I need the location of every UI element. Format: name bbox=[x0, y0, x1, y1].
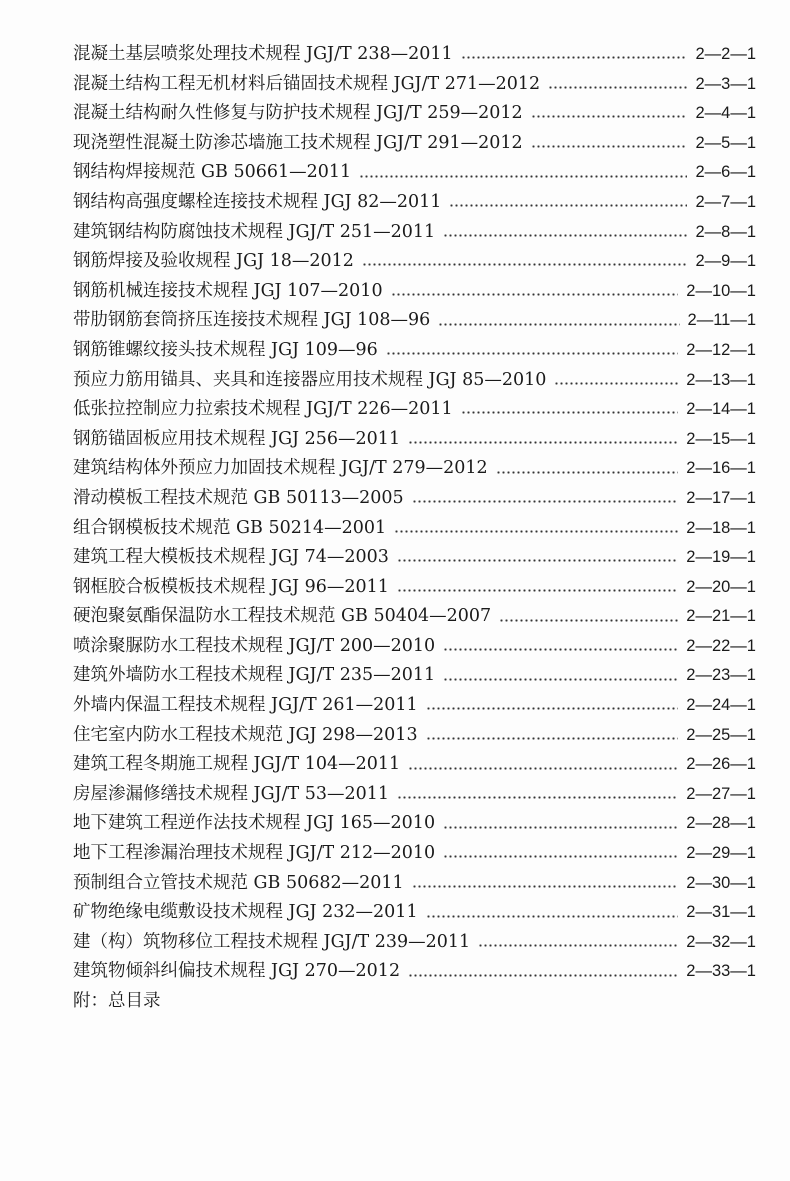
dot-leader bbox=[397, 589, 678, 592]
toc-entry[interactable] bbox=[73, 661, 756, 691]
toc-entry[interactable] bbox=[73, 780, 756, 810]
toc-entry-page-number: 2—12—1 bbox=[686, 340, 756, 359]
dot-leader bbox=[408, 974, 678, 977]
dot-leader bbox=[397, 559, 678, 562]
dot-leader bbox=[548, 86, 687, 89]
toc-entry-title: 建（构）筑物移位工程技术规程 JGJ/T 239—2011 bbox=[73, 931, 471, 952]
toc-entry-page-number: 2—9—1 bbox=[695, 252, 756, 271]
dot-leader bbox=[554, 382, 678, 385]
toc-entry-title: 混凝土基层喷浆处理技术规程 JGJ/T 238—2011 bbox=[73, 44, 453, 64]
dot-leader bbox=[461, 411, 679, 414]
toc-entry-title: 钢筋机械连接技术规程 JGJ 107—2010 bbox=[73, 280, 383, 301]
toc-entry[interactable] bbox=[73, 957, 756, 987]
dot-leader bbox=[408, 767, 678, 770]
dot-leader bbox=[443, 234, 687, 237]
dot-leader bbox=[397, 796, 678, 799]
toc-entry-page-number: 2—22—1 bbox=[686, 636, 756, 655]
toc-entry-title: 钢结构焊接规范 GB 50661—2011 bbox=[73, 162, 352, 183]
toc-entry-page-number: 2—28—1 bbox=[686, 814, 756, 833]
toc-entry-title: 现浇塑性混凝土防渗芯墙施工技术规程 JGJ/T 291—2012 bbox=[73, 132, 523, 153]
toc-entry-title: 矿物绝缘电缆敷设技术规程 JGJ 232—2011 bbox=[73, 902, 418, 923]
toc-entry-page-number: 2—27—1 bbox=[686, 784, 756, 803]
dot-leader bbox=[426, 737, 679, 740]
toc-entry[interactable] bbox=[73, 158, 756, 188]
toc-entry-title: 钢框胶合板模板技术规程 JGJ 96—2011 bbox=[73, 576, 389, 597]
toc-entry[interactable] bbox=[73, 395, 756, 425]
dot-leader bbox=[496, 471, 679, 474]
toc-entry-page-number: 2—8—1 bbox=[695, 222, 756, 241]
toc-entry[interactable] bbox=[73, 602, 756, 632]
toc-entry[interactable] bbox=[73, 306, 756, 336]
toc-entry[interactable] bbox=[73, 573, 756, 603]
dot-leader bbox=[531, 115, 688, 118]
toc-entry[interactable] bbox=[73, 898, 756, 928]
toc-entry-page-number: 2—14—1 bbox=[686, 400, 756, 419]
toc-entry-title: 建筑外墙防水工程技术规程 JGJ/T 235—2011 bbox=[73, 665, 436, 686]
table-of-contents bbox=[73, 40, 756, 1017]
toc-entry-title: 地下建筑工程逆作法技术规程 JGJ 165—2010 bbox=[73, 813, 436, 834]
toc-entry-title: 房屋渗漏修缮技术规程 JGJ/T 53—2011 bbox=[73, 783, 390, 804]
toc-entry-page-number: 2—15—1 bbox=[686, 429, 756, 448]
toc-entry[interactable] bbox=[73, 336, 756, 366]
toc-entry-page-number: 2—17—1 bbox=[686, 488, 756, 507]
dot-leader bbox=[408, 441, 678, 444]
toc-entry-page-number: 2—11—1 bbox=[687, 311, 756, 330]
dot-leader bbox=[443, 826, 678, 829]
toc-entry-title: 钢筋锥螺纹接头技术规程 JGJ 109—96 bbox=[73, 339, 378, 360]
dot-leader bbox=[449, 204, 687, 207]
toc-entry-title: 预制组合立管技术规范 GB 50682—2011 bbox=[73, 872, 404, 893]
toc-entry-title: 建筑物倾斜纠偏技术规程 JGJ 270—2012 bbox=[73, 961, 401, 982]
dot-leader bbox=[359, 175, 687, 178]
toc-entry[interactable] bbox=[73, 543, 756, 573]
toc-entry-title: 钢结构高强度螺栓连接技术规程 JGJ 82—2011 bbox=[73, 191, 442, 212]
toc-entry-page-number: 2—10—1 bbox=[686, 281, 756, 300]
toc-entry[interactable] bbox=[73, 40, 756, 70]
dot-leader bbox=[362, 263, 688, 266]
toc-entry-title: 地下工程渗漏治理技术规程 JGJ/T 212—2010 bbox=[73, 843, 436, 864]
toc-entry-title: 钢筋锚固板应用技术规程 JGJ 256—2011 bbox=[73, 428, 401, 449]
toc-entry-list bbox=[73, 40, 756, 987]
toc-entry[interactable] bbox=[73, 247, 756, 277]
dot-leader bbox=[478, 944, 678, 947]
toc-entry-page-number: 2—7—1 bbox=[695, 192, 756, 211]
toc-entry[interactable] bbox=[73, 750, 756, 780]
toc-entry[interactable] bbox=[73, 691, 756, 721]
toc-entry[interactable] bbox=[73, 218, 756, 248]
toc-entry[interactable] bbox=[73, 928, 756, 958]
toc-entry-page-number: 2—29—1 bbox=[686, 844, 756, 863]
dot-leader bbox=[531, 145, 688, 148]
toc-entry-page-number: 2—13—1 bbox=[686, 370, 756, 389]
toc-entry-page-number: 2—3—1 bbox=[695, 74, 756, 93]
toc-entry[interactable] bbox=[73, 809, 756, 839]
toc-entry-page-number: 2—2—1 bbox=[695, 45, 756, 63]
toc-entry[interactable] bbox=[73, 70, 756, 100]
toc-entry-title: 组合钢模板技术规范 GB 50214—2001 bbox=[73, 517, 387, 538]
toc-entry-page-number: 2—24—1 bbox=[686, 696, 756, 715]
toc-entry-title: 滑动模板工程技术规范 GB 50113—2005 bbox=[73, 487, 404, 508]
dot-leader bbox=[443, 678, 678, 681]
toc-entry-title: 混凝土结构工程无机材料后锚固技术规程 JGJ/T 271—2012 bbox=[73, 73, 541, 94]
toc-entry-page-number: 2—16—1 bbox=[686, 459, 756, 478]
dot-leader bbox=[461, 56, 688, 59]
dot-leader bbox=[412, 885, 679, 888]
dot-leader bbox=[499, 619, 678, 622]
toc-entry[interactable] bbox=[73, 721, 756, 751]
toc-entry-page-number: 2—6—1 bbox=[695, 163, 756, 182]
toc-entry-page-number: 2—25—1 bbox=[686, 725, 756, 744]
toc-entry-page-number: 2—20—1 bbox=[686, 577, 756, 596]
toc-entry[interactable] bbox=[73, 277, 756, 307]
toc-entry-page-number: 2—21—1 bbox=[686, 607, 756, 626]
toc-entry[interactable] bbox=[73, 188, 756, 218]
toc-entry-title: 混凝土结构耐久性修复与防护技术规程 JGJ/T 259—2012 bbox=[73, 103, 523, 124]
dot-leader bbox=[391, 293, 679, 296]
toc-entry-page-number: 2—32—1 bbox=[686, 932, 756, 951]
toc-entry-page-number: 2—31—1 bbox=[686, 903, 756, 922]
toc-entry-title: 钢筋焊接及验收规程 JGJ 18—2012 bbox=[73, 251, 354, 272]
toc-entry[interactable] bbox=[73, 425, 756, 455]
toc-entry-title: 预应力筋用锚具、夹具和连接器应用技术规程 JGJ 85—2010 bbox=[73, 369, 547, 390]
dot-leader bbox=[438, 323, 679, 326]
dot-leader bbox=[426, 707, 679, 710]
toc-entry-title: 硬泡聚氨酯保温防水工程技术规范 GB 50404—2007 bbox=[73, 606, 492, 627]
dot-leader bbox=[412, 500, 679, 503]
toc-entry-page-number: 2—33—1 bbox=[686, 962, 756, 981]
toc-entry-page-number: 2—30—1 bbox=[686, 873, 756, 892]
toc-entry[interactable] bbox=[73, 99, 756, 129]
toc-entry-title: 建筑钢结构防腐蚀技术规程 JGJ/T 251—2011 bbox=[73, 221, 436, 242]
toc-entry[interactable] bbox=[73, 484, 756, 514]
toc-entry-title: 带肋钢筋套筒挤压连接技术规程 JGJ 108—96 bbox=[73, 310, 431, 331]
appendix-line[interactable]: 附：总目录 bbox=[73, 991, 161, 1011]
toc-entry-page-number: 2—5—1 bbox=[695, 133, 756, 152]
toc-entry-page-number: 2—18—1 bbox=[686, 518, 756, 537]
toc-entry[interactable] bbox=[73, 869, 756, 899]
toc-entry-page-number: 2—19—1 bbox=[686, 548, 756, 567]
toc-entry-title: 外墙内保温工程技术规程 JGJ/T 261—2011 bbox=[73, 695, 418, 716]
dot-leader bbox=[386, 352, 678, 355]
toc-entry[interactable] bbox=[73, 454, 756, 484]
toc-entry[interactable] bbox=[73, 632, 756, 662]
toc-entry[interactable] bbox=[73, 514, 756, 544]
toc-entry-title: 建筑工程冬期施工规程 JGJ/T 104—2011 bbox=[73, 754, 401, 775]
toc-entry-page-number: 2—26—1 bbox=[686, 755, 756, 774]
dot-leader bbox=[443, 855, 678, 858]
toc-entry[interactable] bbox=[73, 839, 756, 869]
dot-leader bbox=[443, 648, 678, 651]
toc-entry[interactable] bbox=[73, 366, 756, 396]
toc-entry-title: 建筑结构体外预应力加固技术规程 JGJ/T 279—2012 bbox=[73, 458, 488, 479]
toc-entry[interactable] bbox=[73, 129, 756, 159]
toc-entry-title: 住宅室内防水工程技术规范 JGJ 298—2013 bbox=[73, 724, 418, 745]
toc-entry-page-number: 2—4—1 bbox=[695, 104, 756, 123]
dot-leader bbox=[426, 915, 679, 918]
toc-entry-title: 建筑工程大模板技术规程 JGJ 74—2003 bbox=[73, 547, 389, 568]
toc-entry-title: 喷涂聚脲防水工程技术规程 JGJ/T 200—2010 bbox=[73, 635, 436, 656]
toc-entry-title: 低张拉控制应力拉索技术规程 JGJ/T 226—2011 bbox=[73, 399, 453, 420]
dot-leader bbox=[394, 530, 678, 533]
toc-entry-page-number: 2—23—1 bbox=[686, 666, 756, 685]
